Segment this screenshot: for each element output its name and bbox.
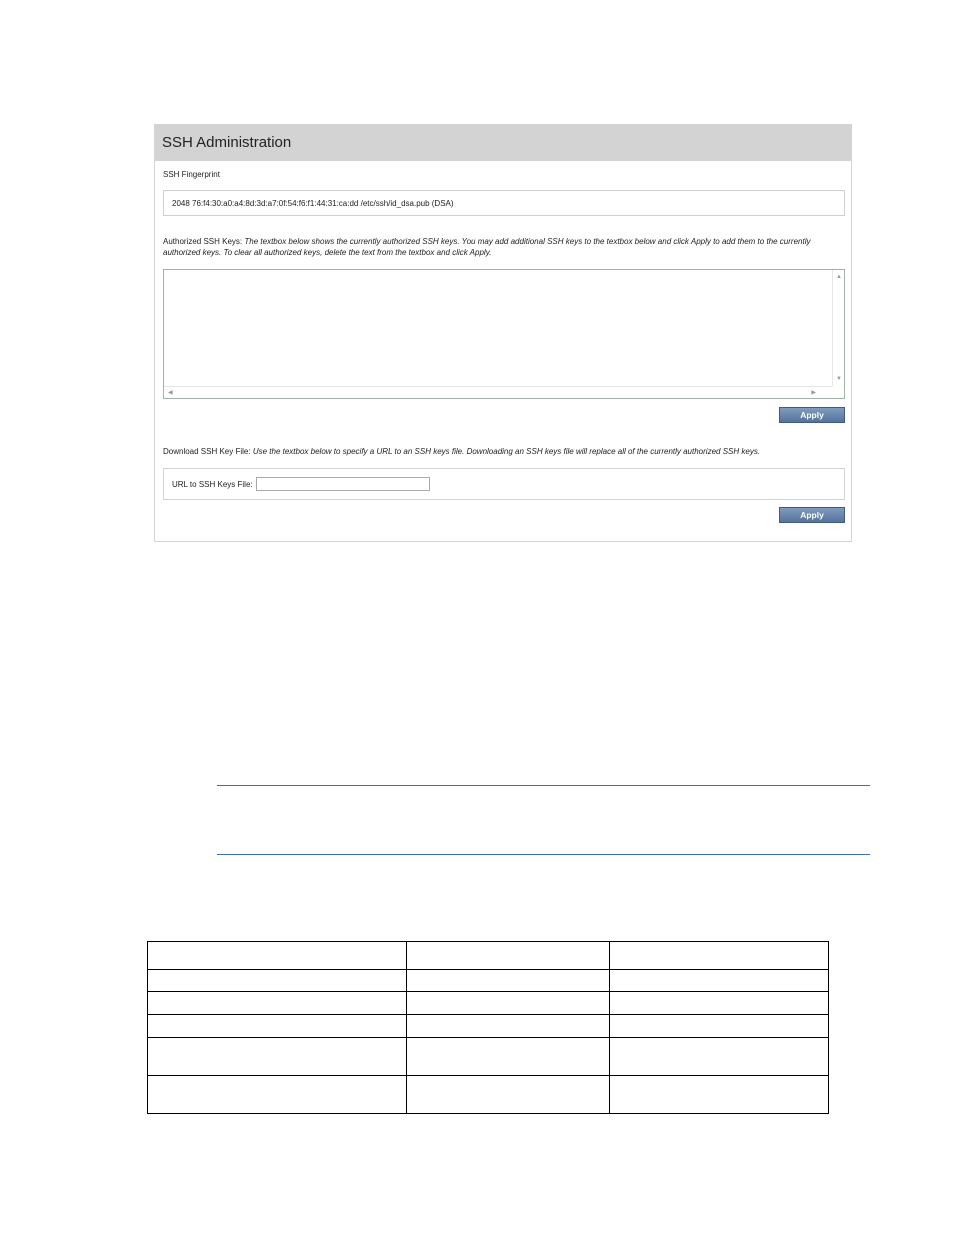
table-cell [148, 1076, 407, 1114]
table-row [148, 992, 829, 1015]
table-cell [148, 1015, 407, 1038]
table-cell [610, 942, 829, 970]
table-cell [406, 1038, 610, 1076]
table-cell [610, 970, 829, 992]
table-cell [610, 1076, 829, 1114]
fingerprint-value: 2048 76:f4:30:a0:a4:8d:3d:a7:0f:54:f6:f1:44:31:ca:dd /etc/ssh/id_dsa.pub (DSA) [163, 190, 845, 216]
table-cell [406, 1015, 610, 1038]
table-cell [148, 942, 407, 970]
table-cell [148, 970, 407, 992]
authorized-keys-textarea[interactable] [163, 269, 845, 399]
panel-title: SSH Administration [155, 125, 851, 161]
authorized-keys-description-block [163, 237, 847, 258]
table-cell [406, 970, 610, 992]
table-cell [406, 992, 610, 1015]
ssh-keys-url-input[interactable] [256, 477, 430, 491]
horizontal-scrollbar[interactable] [164, 386, 832, 398]
table-row [148, 1076, 829, 1114]
table-row [148, 970, 829, 992]
table-row [148, 1015, 829, 1038]
table-cell [610, 1015, 829, 1038]
data-table [147, 941, 829, 1114]
table-row [148, 942, 829, 970]
download-description-block [163, 447, 847, 458]
authorized-keys-label: Authorized SSH Keys: [163, 237, 243, 246]
table-cell [406, 942, 610, 970]
note-bottom-rule [217, 854, 870, 855]
table-cell [148, 992, 407, 1015]
table-cell [406, 1076, 610, 1114]
ssh-administration-panel [154, 124, 852, 542]
vertical-scrollbar[interactable] [832, 270, 844, 386]
url-section [163, 468, 845, 500]
scroll-right-icon[interactable]: ▶ [811, 390, 816, 396]
table-cell [148, 1038, 407, 1076]
scroll-down-icon[interactable]: ▼ [836, 376, 842, 382]
url-label: URL to SSH Keys File: [172, 480, 253, 489]
download-label: Download SSH Key File: [163, 447, 251, 456]
table-cell [610, 1038, 829, 1076]
apply-download-button[interactable]: Apply [779, 507, 845, 523]
table-cell [610, 992, 829, 1015]
note-top-rule [217, 785, 870, 786]
fingerprint-label: SSH Fingerprint [163, 170, 220, 179]
scroll-left-icon[interactable]: ◀ [168, 390, 173, 396]
authorized-keys-description: The textbox below shows the currently authorized SSH keys. You may add additional SSH keys to the textbox below and click Apply to add them to the currently authorized keys. To clear all authorized keys, delete the text from the textbox and click Apply. [163, 237, 811, 257]
table-row [148, 1038, 829, 1076]
apply-authorized-keys-button[interactable]: Apply [779, 407, 845, 423]
download-description: Use the textbox below to specify a URL to an SSH keys file. Downloading an SSH keys file will replace all of the currently authorized SSH keys. [252, 447, 761, 456]
scroll-up-icon[interactable]: ▲ [836, 274, 842, 280]
